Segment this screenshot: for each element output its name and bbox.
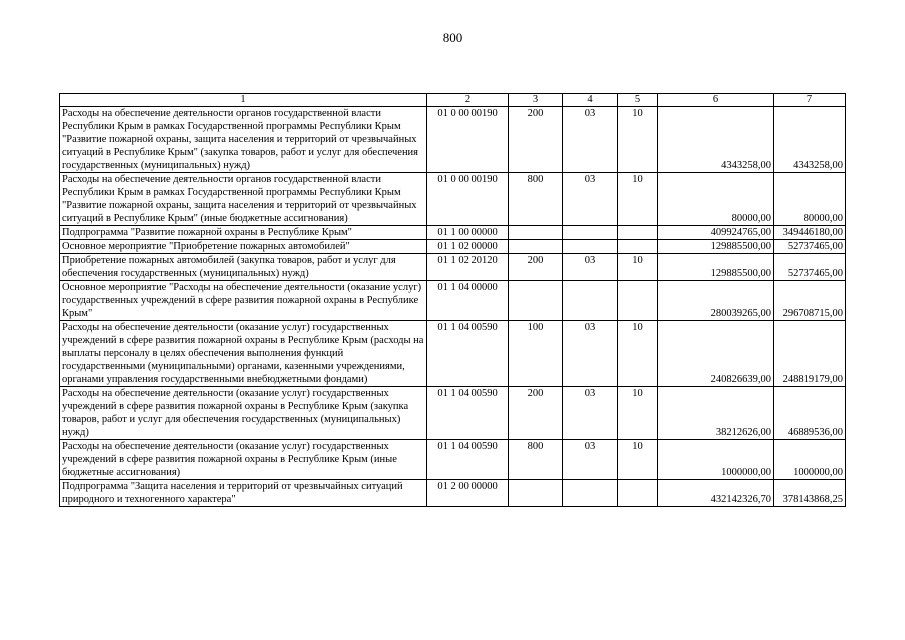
- amount-year-1-cell: 1000000,00: [658, 440, 774, 480]
- budget-table: [59, 93, 846, 507]
- amount-year-1-cell: 129885500,00: [658, 254, 774, 281]
- column-header: 2: [427, 94, 509, 107]
- section-cell: 03: [563, 321, 618, 387]
- target-code-cell: 01 1 00 00000: [427, 226, 509, 240]
- table-row: [60, 321, 846, 387]
- column-header: 1: [60, 94, 427, 107]
- section-cell: 03: [563, 173, 618, 226]
- column-header: 6: [658, 94, 774, 107]
- section-cell: 03: [563, 387, 618, 440]
- section-cell: 03: [563, 440, 618, 480]
- amount-year-2-cell: 4343258,00: [774, 107, 846, 173]
- target-code-cell: 01 1 04 00590: [427, 440, 509, 480]
- row-description-cell: Основное мероприятие "Приобретение пожарных автомобилей": [60, 240, 427, 254]
- subsection-cell: [618, 281, 658, 321]
- section-cell: [563, 226, 618, 240]
- row-description-cell: Подпрограмма "Развитие пожарной охраны в Республике Крым": [60, 226, 427, 240]
- row-description-cell: Подпрограмма "Защита населения и территорий от чрезвычайных ситуаций природного и техногенного характера": [60, 480, 427, 507]
- row-description-cell: Приобретение пожарных автомобилей (закупка товаров, работ и услуг для обеспечения государственных (муниципальных) нужд): [60, 254, 427, 281]
- target-code-cell: 01 1 02 00000: [427, 240, 509, 254]
- row-description-cell: Расходы на обеспечение деятельности органов государственной власти Республики Крым в рамках Государственной программы Республики Крым "Развитие пожарной охраны, защита населения и территорий от чрезвычайных ситуаций в Республике Крым" (закупка товаров, работ и услуг для обеспечения государственных (муниципальных) нужд): [60, 107, 427, 173]
- table-row: [60, 173, 846, 226]
- amount-year-1-cell: 409924765,00: [658, 226, 774, 240]
- subsection-cell: 10: [618, 173, 658, 226]
- expense-type-cell: [509, 240, 563, 254]
- column-header: 4: [563, 94, 618, 107]
- subsection-cell: 10: [618, 107, 658, 173]
- table-header-row: [60, 94, 846, 107]
- expense-type-cell: 200: [509, 107, 563, 173]
- amount-year-2-cell: 52737465,00: [774, 254, 846, 281]
- amount-year-2-cell: 52737465,00: [774, 240, 846, 254]
- table-row: [60, 254, 846, 281]
- expense-type-cell: 800: [509, 173, 563, 226]
- subsection-cell: 10: [618, 387, 658, 440]
- amount-year-2-cell: 378143868,25: [774, 480, 846, 507]
- table-row: [60, 440, 846, 480]
- target-code-cell: 01 0 00 00190: [427, 173, 509, 226]
- expense-type-cell: 200: [509, 387, 563, 440]
- amount-year-2-cell: 80000,00: [774, 173, 846, 226]
- amount-year-2-cell: 1000000,00: [774, 440, 846, 480]
- subsection-cell: 10: [618, 440, 658, 480]
- amount-year-2-cell: 296708715,00: [774, 281, 846, 321]
- row-description-cell: Расходы на обеспечение деятельности органов государственной власти Республики Крым в рамках Государственной программы Республики Крым "Развитие пожарной охраны, защита населения и территорий от чрезвычайных ситуаций в Республике Крым" (иные бюджетные ассигнования): [60, 173, 427, 226]
- subsection-cell: 10: [618, 321, 658, 387]
- subsection-cell: [618, 480, 658, 507]
- amount-year-2-cell: 349446180,00: [774, 226, 846, 240]
- target-code-cell: 01 1 02 20120: [427, 254, 509, 281]
- amount-year-2-cell: 46889536,00: [774, 387, 846, 440]
- column-header: 5: [618, 94, 658, 107]
- table-row: [60, 480, 846, 507]
- table-row: [60, 240, 846, 254]
- section-cell: 03: [563, 107, 618, 173]
- target-code-cell: 01 1 04 00590: [427, 321, 509, 387]
- table-row: [60, 387, 846, 440]
- table-row: [60, 226, 846, 240]
- section-cell: [563, 240, 618, 254]
- row-description-cell: Расходы на обеспечение деятельности (оказание услуг) государственных учреждений в сфере развития пожарной охраны в Республике Крым (расходы на выплаты персоналу в целях обеспечения выполнения функций государственными (муниципальными) органами, казенными учреждениями, органами управления государственными внебюджетными фондами): [60, 321, 427, 387]
- amount-year-1-cell: 4343258,00: [658, 107, 774, 173]
- subsection-cell: 10: [618, 254, 658, 281]
- amount-year-1-cell: 432142326,70: [658, 480, 774, 507]
- amount-year-1-cell: 80000,00: [658, 173, 774, 226]
- target-code-cell: 01 1 04 00000: [427, 281, 509, 321]
- target-code-cell: 01 1 04 00590: [427, 387, 509, 440]
- target-code-cell: 01 0 00 00190: [427, 107, 509, 173]
- subsection-cell: [618, 240, 658, 254]
- expense-type-cell: 200: [509, 254, 563, 281]
- column-header: 7: [774, 94, 846, 107]
- expense-type-cell: [509, 281, 563, 321]
- section-cell: [563, 281, 618, 321]
- subsection-cell: [618, 226, 658, 240]
- amount-year-1-cell: 129885500,00: [658, 240, 774, 254]
- section-cell: 03: [563, 254, 618, 281]
- amount-year-1-cell: 38212626,00: [658, 387, 774, 440]
- amount-year-1-cell: 280039265,00: [658, 281, 774, 321]
- expense-type-cell: 800: [509, 440, 563, 480]
- expense-type-cell: [509, 480, 563, 507]
- expense-type-cell: [509, 226, 563, 240]
- row-description-cell: Основное мероприятие "Расходы на обеспечение деятельности (оказание услуг) государственных учреждений в сфере развития пожарной охраны в Республике Крым": [60, 281, 427, 321]
- row-description-cell: Расходы на обеспечение деятельности (оказание услуг) государственных учреждений в сфере развития пожарной охраны в Республике Крым (закупка товаров, работ и услуг для обеспечения государственных (муниципальных) нужд): [60, 387, 427, 440]
- section-cell: [563, 480, 618, 507]
- amount-year-2-cell: 248819179,00: [774, 321, 846, 387]
- column-header: 3: [509, 94, 563, 107]
- table-row: [60, 281, 846, 321]
- amount-year-1-cell: 240826639,00: [658, 321, 774, 387]
- row-description-cell: Расходы на обеспечение деятельности (оказание услуг) государственных учреждений в сфере развития пожарной охраны в Республике Крым (иные бюджетные ассигнования): [60, 440, 427, 480]
- target-code-cell: 01 2 00 00000: [427, 480, 509, 507]
- page-number: 800: [442, 30, 463, 45]
- expense-type-cell: 100: [509, 321, 563, 387]
- table-row: [60, 107, 846, 173]
